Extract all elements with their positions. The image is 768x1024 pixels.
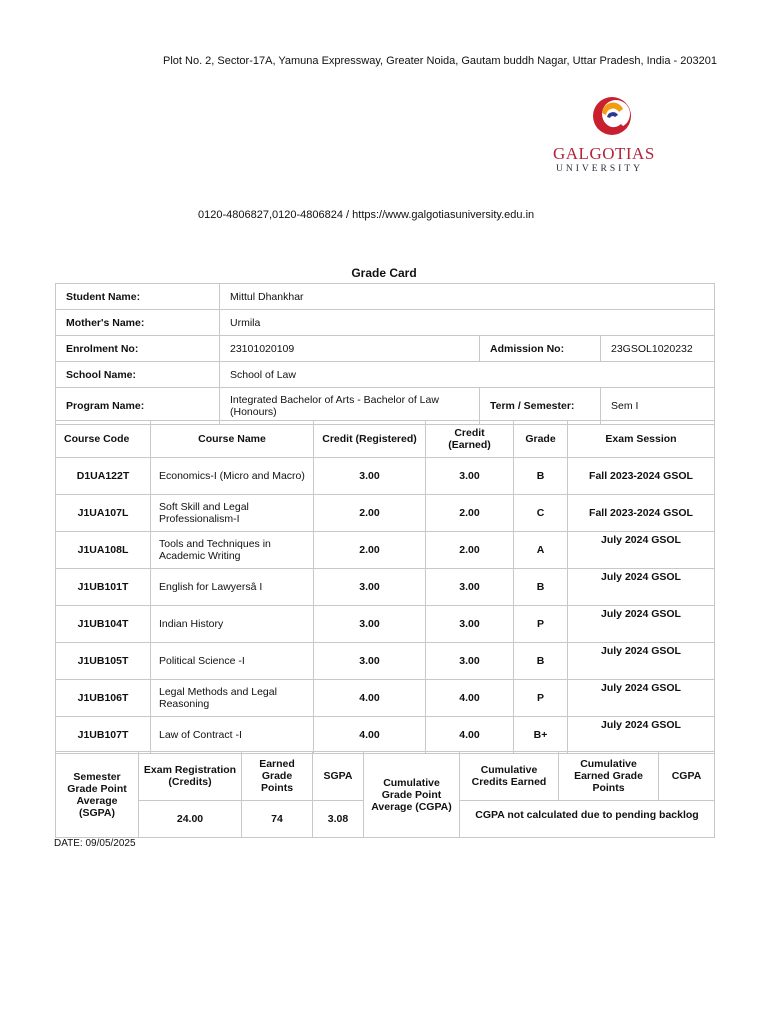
grade: B	[514, 569, 568, 606]
cumulative-grade-points-label: Cumulative Earned Grade Points	[559, 752, 659, 801]
course-name: Legal Methods and Legal Reasoning	[151, 680, 314, 717]
course-code: D1UA122T	[56, 458, 151, 495]
mother-name-value: Urmila	[220, 310, 715, 336]
grade: B+	[514, 717, 568, 754]
page-title: Grade Card	[351, 266, 417, 280]
info-row-mother	[56, 310, 715, 336]
col-grade: Grade	[514, 421, 568, 458]
info-row-enrolment	[56, 336, 715, 362]
col-credit-earned: Credit (Earned)	[426, 421, 514, 458]
course-name: English for Lawyersâ I	[151, 569, 314, 606]
col-course-code: Course Code	[56, 421, 151, 458]
credit-registered: 4.00	[314, 680, 426, 717]
course-name: Indian History	[151, 606, 314, 643]
cgpa-column-label: CGPA	[659, 752, 715, 801]
course-code: J1UB107T	[56, 717, 151, 754]
exam-session: July 2024 GSOL	[568, 717, 715, 754]
credit-registered: 3.00	[314, 643, 426, 680]
table-row	[56, 717, 715, 754]
mother-name-label: Mother's Name:	[56, 310, 220, 336]
credit-registered: 3.00	[314, 606, 426, 643]
student-name-label: Student Name:	[56, 284, 220, 310]
table-row	[56, 606, 715, 643]
credit-registered: 2.00	[314, 495, 426, 532]
cumulative-credits-label: Cumulative Credits Earned	[460, 752, 559, 801]
earned-grade-points-label: Earned Grade Points	[242, 752, 313, 801]
sgpa-value: 3.08	[313, 801, 364, 838]
credit-earned: 2.00	[426, 532, 514, 569]
contact-line: 0120-4806827,0120-4806824 / https://www.galgotiasuniversity.edu.in	[198, 209, 535, 221]
cgpa-label: Cumulative Grade Point Average (CGPA)	[364, 752, 460, 838]
courses-header-row	[56, 421, 715, 458]
student-info-table	[55, 283, 715, 425]
program-value: Integrated Bachelor of Arts - Bachelor of Law (Honours)	[220, 388, 480, 425]
university-address: Plot No. 2, Sector-17A, Yamuna Expressway, Greater Noida, Gautam buddh Nagar, Uttar Pradesh, India - 203201	[163, 55, 717, 67]
credit-earned: 2.00	[426, 495, 514, 532]
credit-registered: 3.00	[314, 569, 426, 606]
col-course-name: Course Name	[151, 421, 314, 458]
grade: C	[514, 495, 568, 532]
credit-registered: 3.00	[314, 458, 426, 495]
admission-label: Admission No:	[480, 336, 601, 362]
credit-registered: 2.00	[314, 532, 426, 569]
courses-table	[55, 420, 715, 754]
logo-emblem-icon	[550, 95, 666, 141]
course-code: J1UB105T	[56, 643, 151, 680]
course-name: Political Science -I	[151, 643, 314, 680]
course-code: J1UA108L	[56, 532, 151, 569]
logo-subtitle: UNIVERSITY	[556, 164, 643, 174]
grade: P	[514, 680, 568, 717]
term-value: Sem I	[601, 388, 715, 425]
exam-session: July 2024 GSOL	[568, 606, 715, 643]
term-label: Term / Semester:	[480, 388, 601, 425]
table-row	[56, 458, 715, 495]
credit-earned: 3.00	[426, 643, 514, 680]
grade: P	[514, 606, 568, 643]
credit-earned: 4.00	[426, 680, 514, 717]
course-name: Economics-I (Micro and Macro)	[151, 458, 314, 495]
exam-session: July 2024 GSOL	[568, 680, 715, 717]
credit-registered: 4.00	[314, 717, 426, 754]
table-row	[56, 643, 715, 680]
school-label: School Name:	[56, 362, 220, 388]
course-name: Soft Skill and Legal Professionalism-I	[151, 495, 314, 532]
enrolment-value: 23101020109	[220, 336, 480, 362]
exam-session: July 2024 GSOL	[568, 532, 715, 569]
course-code: J1UB106T	[56, 680, 151, 717]
sgpa-label: Semester Grade Point Average (SGPA)	[56, 752, 139, 838]
info-row-program	[56, 388, 715, 425]
table-row	[56, 532, 715, 569]
table-row	[56, 495, 715, 532]
info-row-school	[56, 362, 715, 388]
program-label: Program Name:	[56, 388, 220, 425]
table-row	[56, 680, 715, 717]
summary-header-row	[56, 752, 715, 801]
logo-wordmark: GALGOTIAS	[553, 144, 655, 163]
sgpa-column-label: SGPA	[313, 752, 364, 801]
course-name: Law of Contract -I	[151, 717, 314, 754]
col-exam-session: Exam Session	[568, 421, 715, 458]
grade: B	[514, 643, 568, 680]
exam-session: July 2024 GSOL	[568, 643, 715, 680]
course-code: J1UB101T	[56, 569, 151, 606]
exam-session: July 2024 GSOL	[568, 569, 715, 606]
cgpa-note: CGPA not calculated due to pending backlog	[460, 801, 715, 838]
exam-registration-value: 24.00	[139, 801, 242, 838]
grade: B	[514, 458, 568, 495]
info-row-student	[56, 284, 715, 310]
summary-table	[55, 751, 715, 838]
grade: A	[514, 532, 568, 569]
school-value: School of Law	[220, 362, 715, 388]
course-code: J1UA107L	[56, 495, 151, 532]
credit-earned: 4.00	[426, 717, 514, 754]
col-credit-registered: Credit (Registered)	[314, 421, 426, 458]
course-code: J1UB104T	[56, 606, 151, 643]
exam-session: Fall 2023-2024 GSOL	[568, 458, 715, 495]
credit-earned: 3.00	[426, 606, 514, 643]
student-name-value: Mittul Dhankhar	[220, 284, 715, 310]
university-logo	[550, 95, 666, 179]
credit-earned: 3.00	[426, 458, 514, 495]
table-row	[56, 569, 715, 606]
earned-grade-points-value: 74	[242, 801, 313, 838]
exam-registration-label: Exam Registration (Credits)	[139, 752, 242, 801]
credit-earned: 3.00	[426, 569, 514, 606]
issue-date: DATE: 09/05/2025	[54, 838, 136, 849]
exam-session: Fall 2023-2024 GSOL	[568, 495, 715, 532]
enrolment-label: Enrolment No:	[56, 336, 220, 362]
course-name: Tools and Techniques in Academic Writing	[151, 532, 314, 569]
admission-value: 23GSOL1020232	[601, 336, 715, 362]
